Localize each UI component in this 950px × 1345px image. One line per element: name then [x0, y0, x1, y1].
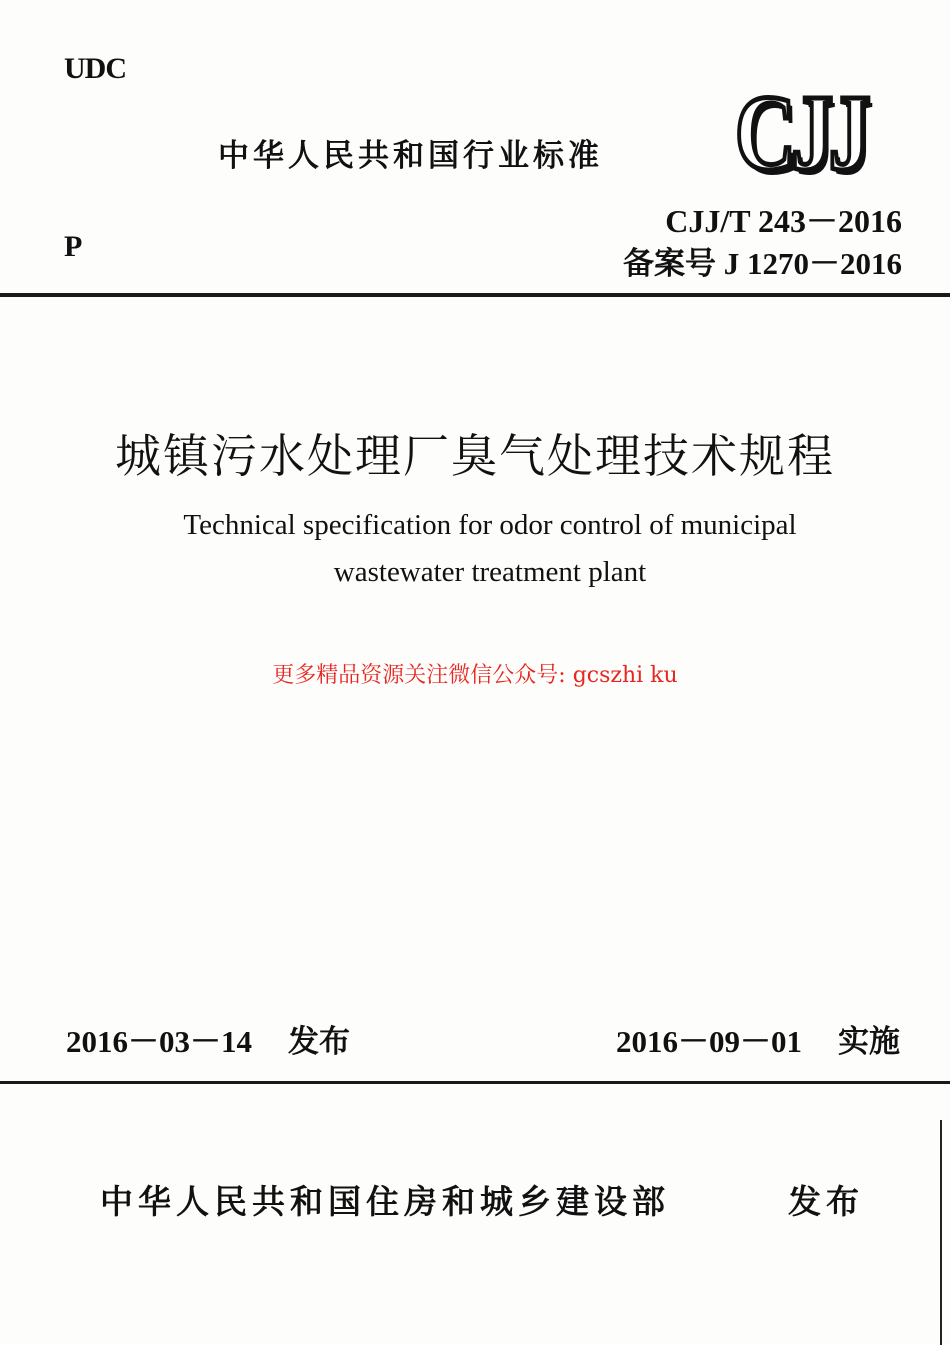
english-title-line-1: Technical specification for odor control of municipal: [183, 509, 797, 541]
publish-label: 发布: [788, 1182, 864, 1221]
english-title-line-2: wastewater treatment plant: [333, 556, 647, 588]
publishing-authority: 中华人民共和国住房和城乡建设部: [100, 1182, 670, 1221]
record-number: 备案号 J 1270－2016: [623, 246, 902, 281]
scan-edge-line: [940, 1120, 942, 1345]
bottom-divider: [0, 1081, 950, 1084]
top-divider: [0, 293, 950, 297]
cjj-logo: CJJ: [735, 74, 867, 193]
effective-date-block: [616, 1016, 900, 1061]
standard-number: CJJ/T 243－2016: [665, 203, 902, 239]
document-title-english: [0, 502, 950, 596]
watermark-text: 更多精品资源关注微信公众号: gcszhi ku: [272, 663, 678, 688]
issue-label: 发布: [288, 1024, 350, 1060]
effective-date: 2016－09－01: [616, 1024, 802, 1059]
issue-date: 2016－03－14: [66, 1024, 252, 1059]
classification-code: P: [64, 230, 83, 263]
industry-standard-heading: 中华人民共和国行业标准: [218, 138, 603, 174]
udc-label: UDC: [64, 52, 126, 85]
document-title-chinese: 城镇污水处理厂臭气处理技术规程: [115, 429, 835, 483]
issue-date-block: [66, 1016, 350, 1061]
effective-label: 实施: [838, 1024, 900, 1060]
